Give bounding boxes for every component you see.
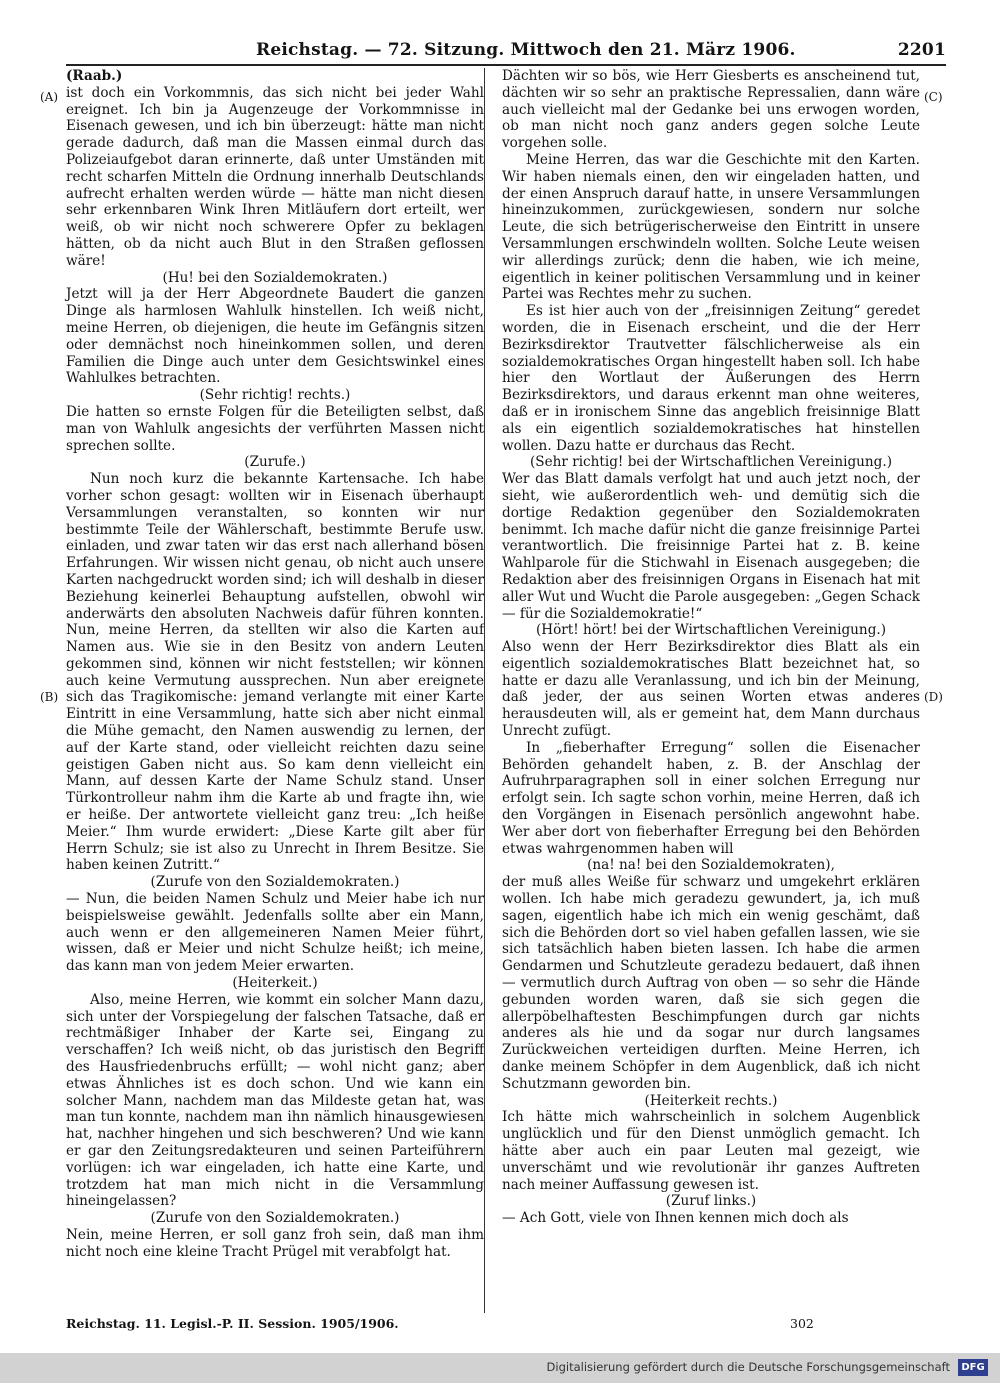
- running-header: [256, 38, 946, 64]
- paragraph: Dächten wir so bös, wie Herr Giesberts es anscheinend tut, dächten wir so sehr an praktische Repressalien, dann wäre auch vielleicht mal der Gedanke bei uns erwogen worden, ob man nicht noch ganz anders gegen solche Leute vorgehen solle.: [502, 68, 920, 152]
- paragraph: Meine Herren, das war die Geschichte mit den Karten. Wir haben niemals einen, den wir eingeladen hatten, und der einen Anspruch darauf hatte, in unsere Versammlungen hineinzukommen, zurückgewiesen, sondern nur solche Leute, die sich betrügerischerweise den Eintritt in unsere Versammlungen erschwindeln wollten. Solche Leute weisen wir allerdings zurück; denn die haben, wie ich meine, eigentlich in keiner politischen Versammlung und in keiner Partei was Rechtes mehr zu suchen.: [502, 151, 920, 303]
- paragraph: Es ist hier auch von der „freisinnigen Zeitung“ geredet worden, die in Eisenach erscheint, und die der Herr Bezirksdirektor Trautvetter fälschlicherweise als ein sozialdemokratisches Organ hingestellt haben soll. Ich habe hier den Wortlaut der Äußerungen des Herrn Bezirksdirektors, und daraus erkennt man ohne weiteres, daß er in ironischem Sinne das angeblich freisinnige Blatt als ein eigentlich sozialdemokratisches hat hinstellen wollen. Dazu hatte er durchaus das Recht.: [502, 303, 920, 454]
- interjection: (na! na! bei den Sozialdemokraten),: [587, 857, 835, 874]
- margin-marker-d: (D): [924, 690, 943, 704]
- interjection: (Hu! bei den Sozialdemokraten.): [162, 269, 388, 286]
- paragraph: Wer das Blatt damals verfolgt hat und auch jetzt noch, der sieht, wie außerordentlich weh- und demütig sich die dortige Redaktion gegenüber den Sozialdemokraten benimmt. Ich mache dafür nicht die ganze freisinnige Partei verantwortlich. Die freisinnige Partei hat z. B. keine Wahlparole für die Stichwahl in Eisenach ausgegeben; die Redaktion aber des freisinnigen Organs in Eisenach hat mit aller Wut und Wucht die Parole ausgegeben: „Gegen Schack — für die Sozialdemokratie!“: [502, 471, 920, 622]
- paragraph: — Nun, die beiden Namen Schulz und Meier habe ich nur beispielsweise gewählt. Jedenfalls sollte aber ein Mann, auch wenn er den allgemeineren Namen Meier führt, wissen, daß er Meier und nicht Schulze heißt; ich meine, das kann man von jedem Meier erwarten.: [66, 891, 484, 975]
- interjection: (Sehr richtig! bei der Wirtschaftlichen Vereinigung.): [529, 454, 893, 471]
- speaker-name: (Raab.): [66, 68, 123, 84]
- page-number: 2201: [897, 40, 946, 60]
- paragraph: — Ach Gott, viele von Ihnen kennen mich doch als: [502, 1210, 849, 1227]
- paragraph: der muß alles Weiße für schwarz und umgekehrt erklären wollen. Ich habe mich geradezu gewundert, ja, ich muß sagen, eigentlich habe ich mich ein wenig geschämt, daß sich die Behörden dort so viel haben gefallen lassen, wie sie sich tatsächlich haben bieten lassen. Ich habe die armen Gendarmen und Schutzleute geradezu bedauert, daß ihnen — vermutlich durch Auftrag von oben — so sehr die Hände gebunden worden waren, daß sie sich gegen die allerpöbelhaftesten Beschimpfungen durch gar nichts anderes als hie und da sogar nur durch langsames Zurückweichen verteidigen durften. Meine Herren, ich danke meinem Schöpfer in dem Augenblick, daß ich nicht Schutzmann geworden bin.: [502, 874, 920, 1092]
- paragraph: ist doch ein Vorkommnis, das sich nicht bei jeder Wahl ereignet. Ich bin ja Augenzeuge der Vorkommnisse in Eisenach gewesen, und ich bin überzeugt: hätte man nicht gerade dadurch, daß man die Massen einmal durch das Polizeiaufgebot daran erinnerte, daß unter Umständen mit recht scharfen Mitteln die Ordnung innerhalb Deutschlands aufrecht erhalten werden würde — hätte man nicht diesen sehr erkennbaren Wink Ihren Mitläufern dort erteilt, wer weiß, ob wir nicht noch schwerere Opfer zu beklagen hätten, ob da nicht auch Blut in den Straßen geflossen wäre!: [66, 84, 484, 269]
- paragraph: Also, meine Herren, wie kommt ein solcher Mann dazu, sich unter der Vorspiegelung der falschen Tatsache, daß er rechtmäßiger Inhaber der Karte sei, Eingang zu verschaffen? Ich weiß nicht, ob das juristisch den Begriff des Hausfriedenbruchs erfüllt; — wohl nicht ganz; aber etwas Ähnliches ist es doch schon. Und wie kann ein solcher Mann, nachdem man das Mildeste getan hat, was man tun konnte, nachdem man ihn nämlich hinausgewiesen hat, nachher hingehen und sich beschweren? Und wie kann er gar den Zeitungsredakteuren und seinen Parteiführern vorlügen: ich war eingeladen, ich hatte eine Karte, und trotzdem hat man mich nicht in die Versammlung hineingelassen?: [66, 991, 484, 1210]
- paragraph: In „fieberhafter Erregung“ sollen die Eisenacher Behörden gehandelt haben, z. B. der Anschlag der Aufruhrparagraphen soll in einer solchen Erregung nur erfolgt sein. Ich sagte schon vorhin, meine Herren, daß ich den Vorgängen in Eisenach persönlich angewohnt habe. Wer aber dort von fieberhafter Erregung bei den Behörden etwas wahrgenommen haben will: [502, 739, 920, 857]
- footer-session: Reichstag. 11. Legisl.-P. II. Session. 1905/1906.: [66, 1316, 399, 1331]
- paragraph: Ich hätte mich wahrscheinlich in solchem Augenblick unglücklich und für den Dienst unmöglich gemacht. Ich hätte aber auch ein paar Leuten mal gezeigt, wie unverschämt und wie revolutionär ihr ganzes Auftreten nach meiner Auffassung gewesen ist.: [502, 1109, 920, 1193]
- interjection: (Zuruf links.): [665, 1193, 757, 1210]
- column-divider: [484, 68, 485, 1313]
- running-title: Reichstag. — 72. Sitzung. Mittwoch den 21. März 1906.: [256, 40, 796, 60]
- paragraph: Die hatten so ernste Folgen für die Beteiligten selbst, daß man von Wahlulk angesichts der verführten Massen nicht sprechen sollte.: [66, 403, 484, 454]
- paragraph: Also wenn der Herr Bezirksdirektor dies Blatt als ein eigentlich sozialdemokratisches Blatt bezeichnet hat, so hatte er dazu alle Veranlassung, und ich bin der Meinung, daß jeder, der aus seinen Worten etwas anderes herausdeuten will, als er gemeint hat, dem Mann durchaus Unrecht zufügt.: [502, 639, 920, 740]
- interjection: (Heiterkeit.): [232, 975, 318, 992]
- header-rule: [66, 64, 946, 66]
- interjection: (Heiterkeit rechts.): [644, 1092, 778, 1109]
- credit-text: Digitalisierung gefördert durch die Deutsche Forschungsgemeinschaft: [546, 1360, 950, 1374]
- interjection: (Zurufe von den Sozialdemokraten.): [150, 874, 400, 891]
- paragraph: Nun noch kurz die bekannte Kartensache. Ich habe vorher schon gesagt: wollten wir in Eisenach überhaupt Versammlungen veranstalten, so konnten wir nur bestimmte Teile der Wählerschaft, bestimmte Berufe usw. einladen, und zwar taten wir das erst nach allerhand bösen Erfahrungen. Wir wissen nicht genau, ob nicht auch unsere Karten nachgedruckt worden sind; ich will deshalb in dieser Beziehung keinerlei Behauptung aufstellen, obwohl wir anderwärts den absoluten Nachweis dafür führen konnten. Nun, meine Herren, da stellten wir also die Karten auf Namen aus. Wie sie in den Besitz von andern Leuten gekommen sind, können wir nicht feststellen; wir können auch keine Vermutung aussprechen. Nun aber ereignete sich das Tragikomische: jemand verlangte mit einer Karte Eintritt in eine Versammlung, hatte sich aber nicht einmal die Mühe gemacht, den Namen auswendig zu lernen, der auf der Karte stand, oder vielleicht reichten dazu seine geistigen Gaben nicht aus. So kam denn vielleicht ein Mann, auf dessen Karte der Name Schulz stand. Unser Türkontrolleur nahm ihm die Karte ab und fragte ihn, wie er heiße. Der antwortete vielleicht ganz treu: „Ich heiße Meier.“ Ihm wurde erwidert: „Diese Karte gilt aber für Herrn Schulz; sie ist also zu Unrecht in Ihrem Besitze. Sie haben keinen Zutritt.“: [66, 471, 484, 874]
- interjection: (Hört! hört! bei der Wirtschaftlichen Vereinigung.): [535, 622, 887, 639]
- right-column: [502, 68, 920, 1227]
- interjection: (Zurufe.): [244, 454, 306, 471]
- paragraph: Jetzt will ja der Herr Abgeordnete Baudert die ganzen Dinge als harmlosen Wahlulk hinstellen. Ich weiß nicht, meine Herren, ob diejenigen, die heute im Gefängnis sitzen oder demnächst noch hineinkommen sollen, und deren Familien die Dinge auch unter dem Gesichtswinkel eines Wahlulkes betrachten.: [66, 286, 484, 387]
- paragraph: Nein, meine Herren, er soll ganz froh sein, daß man ihm nicht noch eine kleine Tracht Prügel mit verabfolgt hat.: [66, 1226, 484, 1260]
- left-column: [66, 68, 484, 1261]
- margin-marker-c: (C): [924, 90, 943, 104]
- dfg-logo: DFG: [958, 1359, 988, 1376]
- interjection: (Zurufe von den Sozialdemokraten.): [150, 1210, 400, 1227]
- digitization-credit-bar: [0, 1353, 1000, 1383]
- interjection: (Sehr richtig! rechts.): [199, 387, 351, 404]
- margin-marker-a: (A): [40, 90, 59, 104]
- margin-marker-b: (B): [40, 690, 59, 704]
- footer-sheet-number: 302: [790, 1316, 814, 1331]
